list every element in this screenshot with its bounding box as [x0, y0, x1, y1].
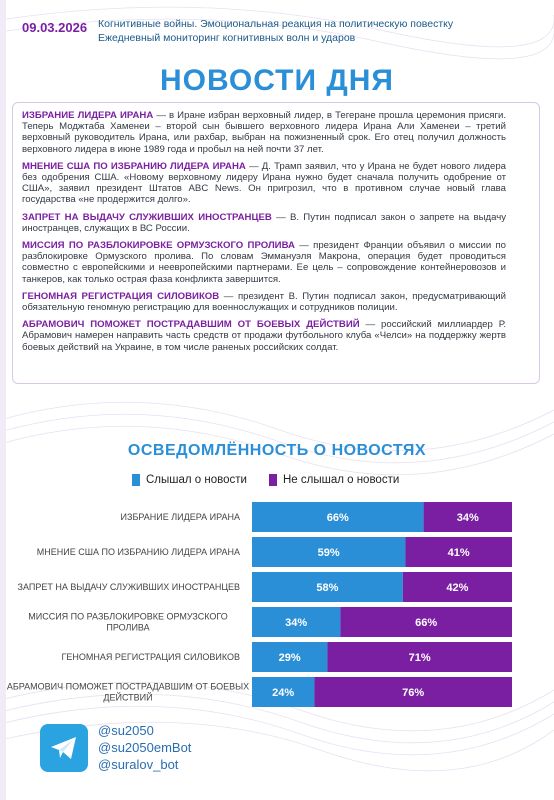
- handle-link[interactable]: @su2050emBot: [98, 740, 192, 755]
- data-label: 42%: [446, 582, 469, 594]
- header-line-1: Когнитивные войны. Эмоциональная реакция на политическую повестку: [98, 18, 454, 30]
- news-headline: ГЕНОМНАЯ РЕГИСТРАЦИЯ СИЛОВИКОВ: [22, 290, 220, 302]
- news-item: [22, 240, 506, 285]
- category-label: ГЕНОМНАЯ РЕГИСТРАЦИЯ СИЛОВИКОВ: [61, 652, 240, 662]
- data-label: 58%: [316, 582, 339, 594]
- legend-swatch-heard: [132, 474, 140, 486]
- paper-plane-icon: [49, 735, 79, 761]
- data-label: 34%: [285, 617, 308, 629]
- news-item: [22, 212, 506, 234]
- handle-link[interactable]: @suralov_bot: [98, 757, 179, 772]
- news-item: [22, 319, 506, 353]
- news-headline: АБРАМОВИЧ ПОМОЖЕТ ПОСТРАДАВШИМ ОТ БОЕВЫХ ДЕЙСТВИЙ: [22, 319, 360, 331]
- telegram-icon[interactable]: [40, 724, 88, 772]
- category-label: МИССИЯ ПО РАЗБЛОКИРОВКЕ ОРМУЗСКОГО ПРОЛИВА: [28, 611, 228, 633]
- legend-label-heard: Слышал о новости: [146, 474, 247, 486]
- data-label: 76%: [402, 687, 425, 699]
- data-label: 34%: [456, 512, 479, 524]
- news-item: [22, 161, 506, 206]
- legend-label-not-heard: Не слышал о новости: [282, 474, 400, 486]
- awareness-bar-chart: [0, 496, 554, 714]
- category-label: ИЗБРАНИЕ ЛИДЕРА ИРАНА: [120, 512, 240, 522]
- news-body: — российский миллиардер Р. Абрамович намерен направить часть средств от продажи футбольного клуба «Челси» на поддержку жертв боевых действий на Украине, в том числе раненых российских солдат.: [22, 319, 507, 353]
- page-title: НОВОСТИ ДНЯ: [160, 64, 394, 97]
- news-headline: МИССИЯ ПО РАЗБЛОКИРОВКЕ ОРМУЗСКОГО ПРОЛИВА: [22, 240, 295, 252]
- news-body: — Д. Трамп заявил, что у Ирана не будет нового лидера без одобрения США. «Новому верховному лидеру Ирана нужно будет сначала получить одобрение от США», заявил президент Штатов ABC News. Он пригрозил, что в противном случае новый глава государства «не продержится долго».: [22, 160, 506, 206]
- footer: [40, 722, 191, 773]
- header-line-2: Ежедневный мониторинг когнитивных волн и ударов: [98, 32, 356, 44]
- data-label: 71%: [408, 652, 431, 664]
- news-headline: ЗАПРЕТ НА ВЫДАЧУ СЛУЖИВШИХ ИНОСТРАНЦЕВ: [22, 211, 272, 223]
- data-label: 29%: [278, 652, 301, 664]
- news-headline: МНЕНИЕ США ПО ИЗБРАНИЮ ЛИДЕРА ИРАНА: [22, 160, 246, 172]
- news-item: [22, 110, 506, 155]
- news-headline: ИЗБРАНИЕ ЛИДЕРА ИРАНА: [22, 110, 154, 121]
- chart-title: ОСВЕДОМЛЁННОСТЬ О НОВОСТЯХ: [127, 442, 427, 459]
- data-label: 59%: [317, 547, 340, 559]
- news-body: — В. Путин подписал закон о запрете на выдачу иностранцев, служащих в ВС России.: [22, 211, 506, 234]
- data-label: 66%: [415, 617, 438, 629]
- header: [0, 0, 554, 56]
- chart-legend: [132, 474, 399, 486]
- contact-handles: [98, 722, 191, 773]
- news-item: [22, 291, 506, 313]
- news-body: — президент В. Путин подписал закон, предусматривающий обязательную геномную регистрацию для военнослужащих и сотрудников полиции.: [22, 290, 506, 314]
- handle-link[interactable]: @su2050: [98, 723, 154, 738]
- category-label: ЗАПРЕТ НА ВЫДАЧУ СЛУЖИВШИХ ИНОСТРАНЦЕВ: [17, 582, 240, 592]
- data-label: 41%: [447, 547, 470, 559]
- report-date: 09.03.2026: [22, 20, 88, 35]
- news-body: — в Иране избран верховный лидер, в Тегеране прошла церемония присяги. Теперь Моджтаба Хаменеи – второй сын бывшего верховного лидера Ирана Али Хаменеи – третий верховный руководитель Ирана, или рахбар, выбран на пожизненный срок. Его отец получил должность верховного лидера в июне 1989 года и пробыл на ней почти 37 лет.: [22, 110, 506, 155]
- category-label: МНЕНИЕ США ПО ИЗБРАНИЮ ЛИДЕРА ИРАНА: [36, 547, 240, 557]
- header-subtitle: [98, 17, 538, 45]
- legend-swatch-not-heard: [269, 474, 277, 486]
- news-body: — президент Франции объявил о миссии по разблокировке Ормузского пролива. По словам Эммануэля Макрона, операция будет проводиться совместно с европейскими и неевропейскими партнерами. Ее цель – сопровождение контейнеровозов и танкеров, как только острая фаза конфликта завершится.: [22, 240, 507, 285]
- data-label: 24%: [272, 687, 295, 699]
- data-label: 66%: [326, 512, 349, 524]
- news-list: [22, 110, 506, 359]
- category-label: АБРАМОВИЧ ПОМОЖЕТ ПОСТРАДАВШИМ ОТ БОЕВЫХ ДЕЙСТВИЙ: [6, 681, 250, 703]
